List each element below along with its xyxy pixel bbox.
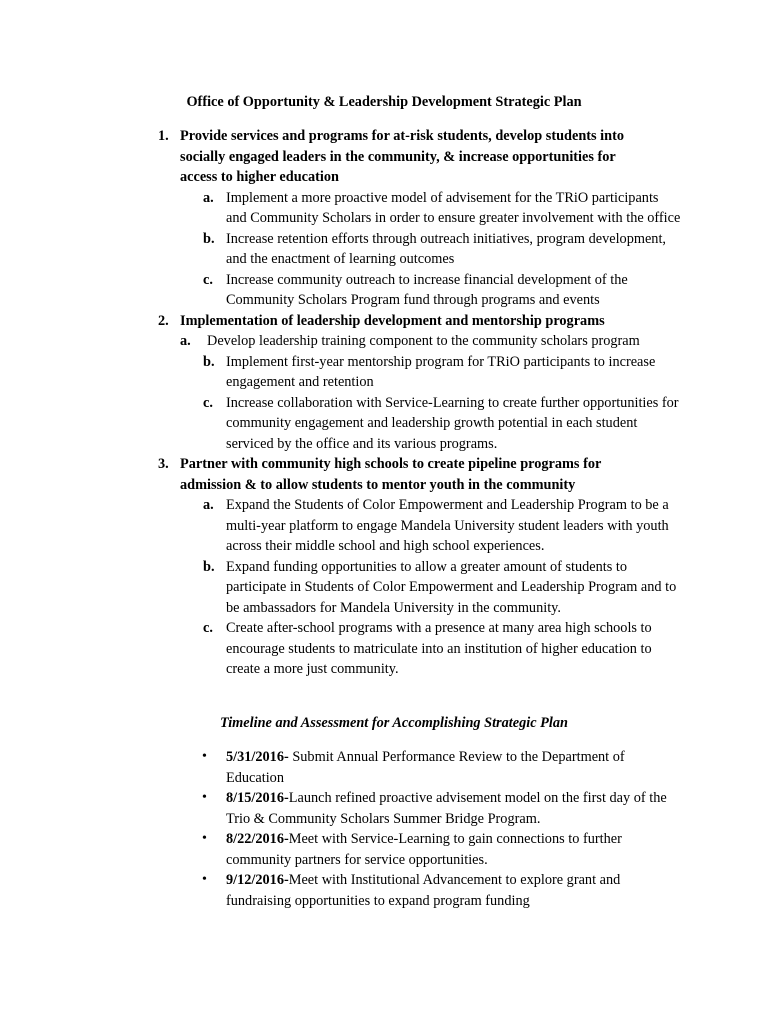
goal-item — [0, 393, 768, 455]
item-text: Expand funding opportunities to allow a greater amount of students to participate in Students of Color Empowerment and Leadership Program and to be ambassadors for Mandela University in the community. — [226, 558, 677, 616]
item-letter: a. — [203, 497, 214, 513]
item-letter: b. — [203, 230, 215, 247]
item-text: Increase retention efforts through outreach initiatives, program development, and the enactment of learning outcomes — [226, 230, 667, 267]
goal-item — [0, 331, 768, 352]
item-text: Increase community outreach to increase financial development of the Community Scholars Program fund through programs and events — [226, 271, 628, 308]
timeline-description: Launch refined proactive advisement model on the first day of the Trio & Community Scholars Summer Bridge Program. — [226, 790, 667, 827]
item-letter: c. — [203, 394, 213, 411]
item-text: Develop leadership training component to the community scholars program — [207, 333, 640, 349]
item-letter: b. — [203, 558, 215, 575]
timeline-heading: Timeline and Assessment for Accomplishing Strategic Plan — [220, 715, 568, 731]
timeline-description: Meet with Institutional Advancement to explore grant and fundraising opportunities to expand program funding — [226, 872, 621, 909]
timeline-item-text — [226, 747, 684, 788]
goal-1 — [0, 126, 768, 311]
item-text: Implement a more proactive model of advisement for the TRiO participants and Community Scholars in order to ensure greater involvement with the office — [226, 189, 681, 226]
timeline-description: Meet with Service-Learning to gain connections to further community partners for service opportunities. — [226, 831, 622, 868]
timeline-item — [0, 870, 768, 911]
timeline-item — [0, 788, 768, 829]
goal-item — [0, 618, 768, 680]
timeline-date: 5/31/2016- — [226, 749, 289, 765]
item-letter: c. — [203, 620, 213, 636]
timeline-date: 8/22/2016- — [226, 831, 289, 847]
goal-number: 2. — [158, 312, 169, 329]
timeline-description: Submit Annual Performance Review to the Department of Education — [226, 749, 625, 786]
bullet-icon: • — [202, 790, 207, 805]
item-text: Increase collaboration with Service-Learning to create further opportunities for community engagement and leadership growth potential in each student serviced by the office and its various programs. — [226, 394, 679, 452]
item-letter: b. — [203, 353, 215, 370]
timeline-item — [0, 747, 768, 788]
goal-number: 1. — [158, 128, 169, 144]
goal-item — [0, 270, 768, 311]
goal-item — [0, 557, 768, 619]
timeline-item-text — [226, 829, 684, 870]
item-text: Expand the Students of Color Empowerment and Leadership Program to be a multi-year platform to engage Mandela University student leaders with youth across their middle school and high school experiences. — [226, 497, 669, 554]
item-text: Create after-school programs with a presence at many area high schools to encourage students to matriculate into an institution of higher education to create a more just community. — [226, 620, 652, 677]
goal-item — [0, 188, 768, 229]
goal-2 — [0, 311, 768, 455]
goal-heading: Partner with community high schools to create pipeline programs for admission & to allow students to mentor youth in the community — [180, 456, 602, 493]
goal-number: 3. — [158, 456, 169, 472]
bullet-icon: • — [202, 749, 207, 764]
item-letter: c. — [203, 271, 213, 288]
timeline-date: 8/15/2016- — [226, 790, 289, 806]
item-letter: a. — [203, 189, 214, 206]
goal-item — [0, 229, 768, 270]
goal-heading: Provide services and programs for at-risk students, develop students into socially engaged leaders in the community, & increase opportunities for access to higher education — [180, 128, 625, 185]
timeline-item — [0, 829, 768, 870]
item-text: Implement first-year mentorship program for TRiO participants to increase engagement and retention — [226, 353, 656, 390]
goal-heading: Implementation of leadership development and mentorship programs — [180, 312, 605, 329]
bullet-icon: • — [202, 872, 207, 887]
timeline-item-text — [226, 788, 684, 829]
timeline-list — [0, 747, 768, 911]
timeline-item-text — [226, 870, 684, 911]
document-title: Office of Opportunity & Leadership Development Strategic Plan — [186, 94, 582, 110]
goal-item — [0, 352, 768, 393]
goal-item — [0, 495, 768, 557]
goals-list — [0, 126, 768, 680]
item-letter: a. — [180, 333, 191, 349]
timeline-date: 9/12/2016- — [226, 872, 289, 888]
bullet-icon: • — [202, 831, 207, 846]
goal-3 — [0, 454, 768, 680]
